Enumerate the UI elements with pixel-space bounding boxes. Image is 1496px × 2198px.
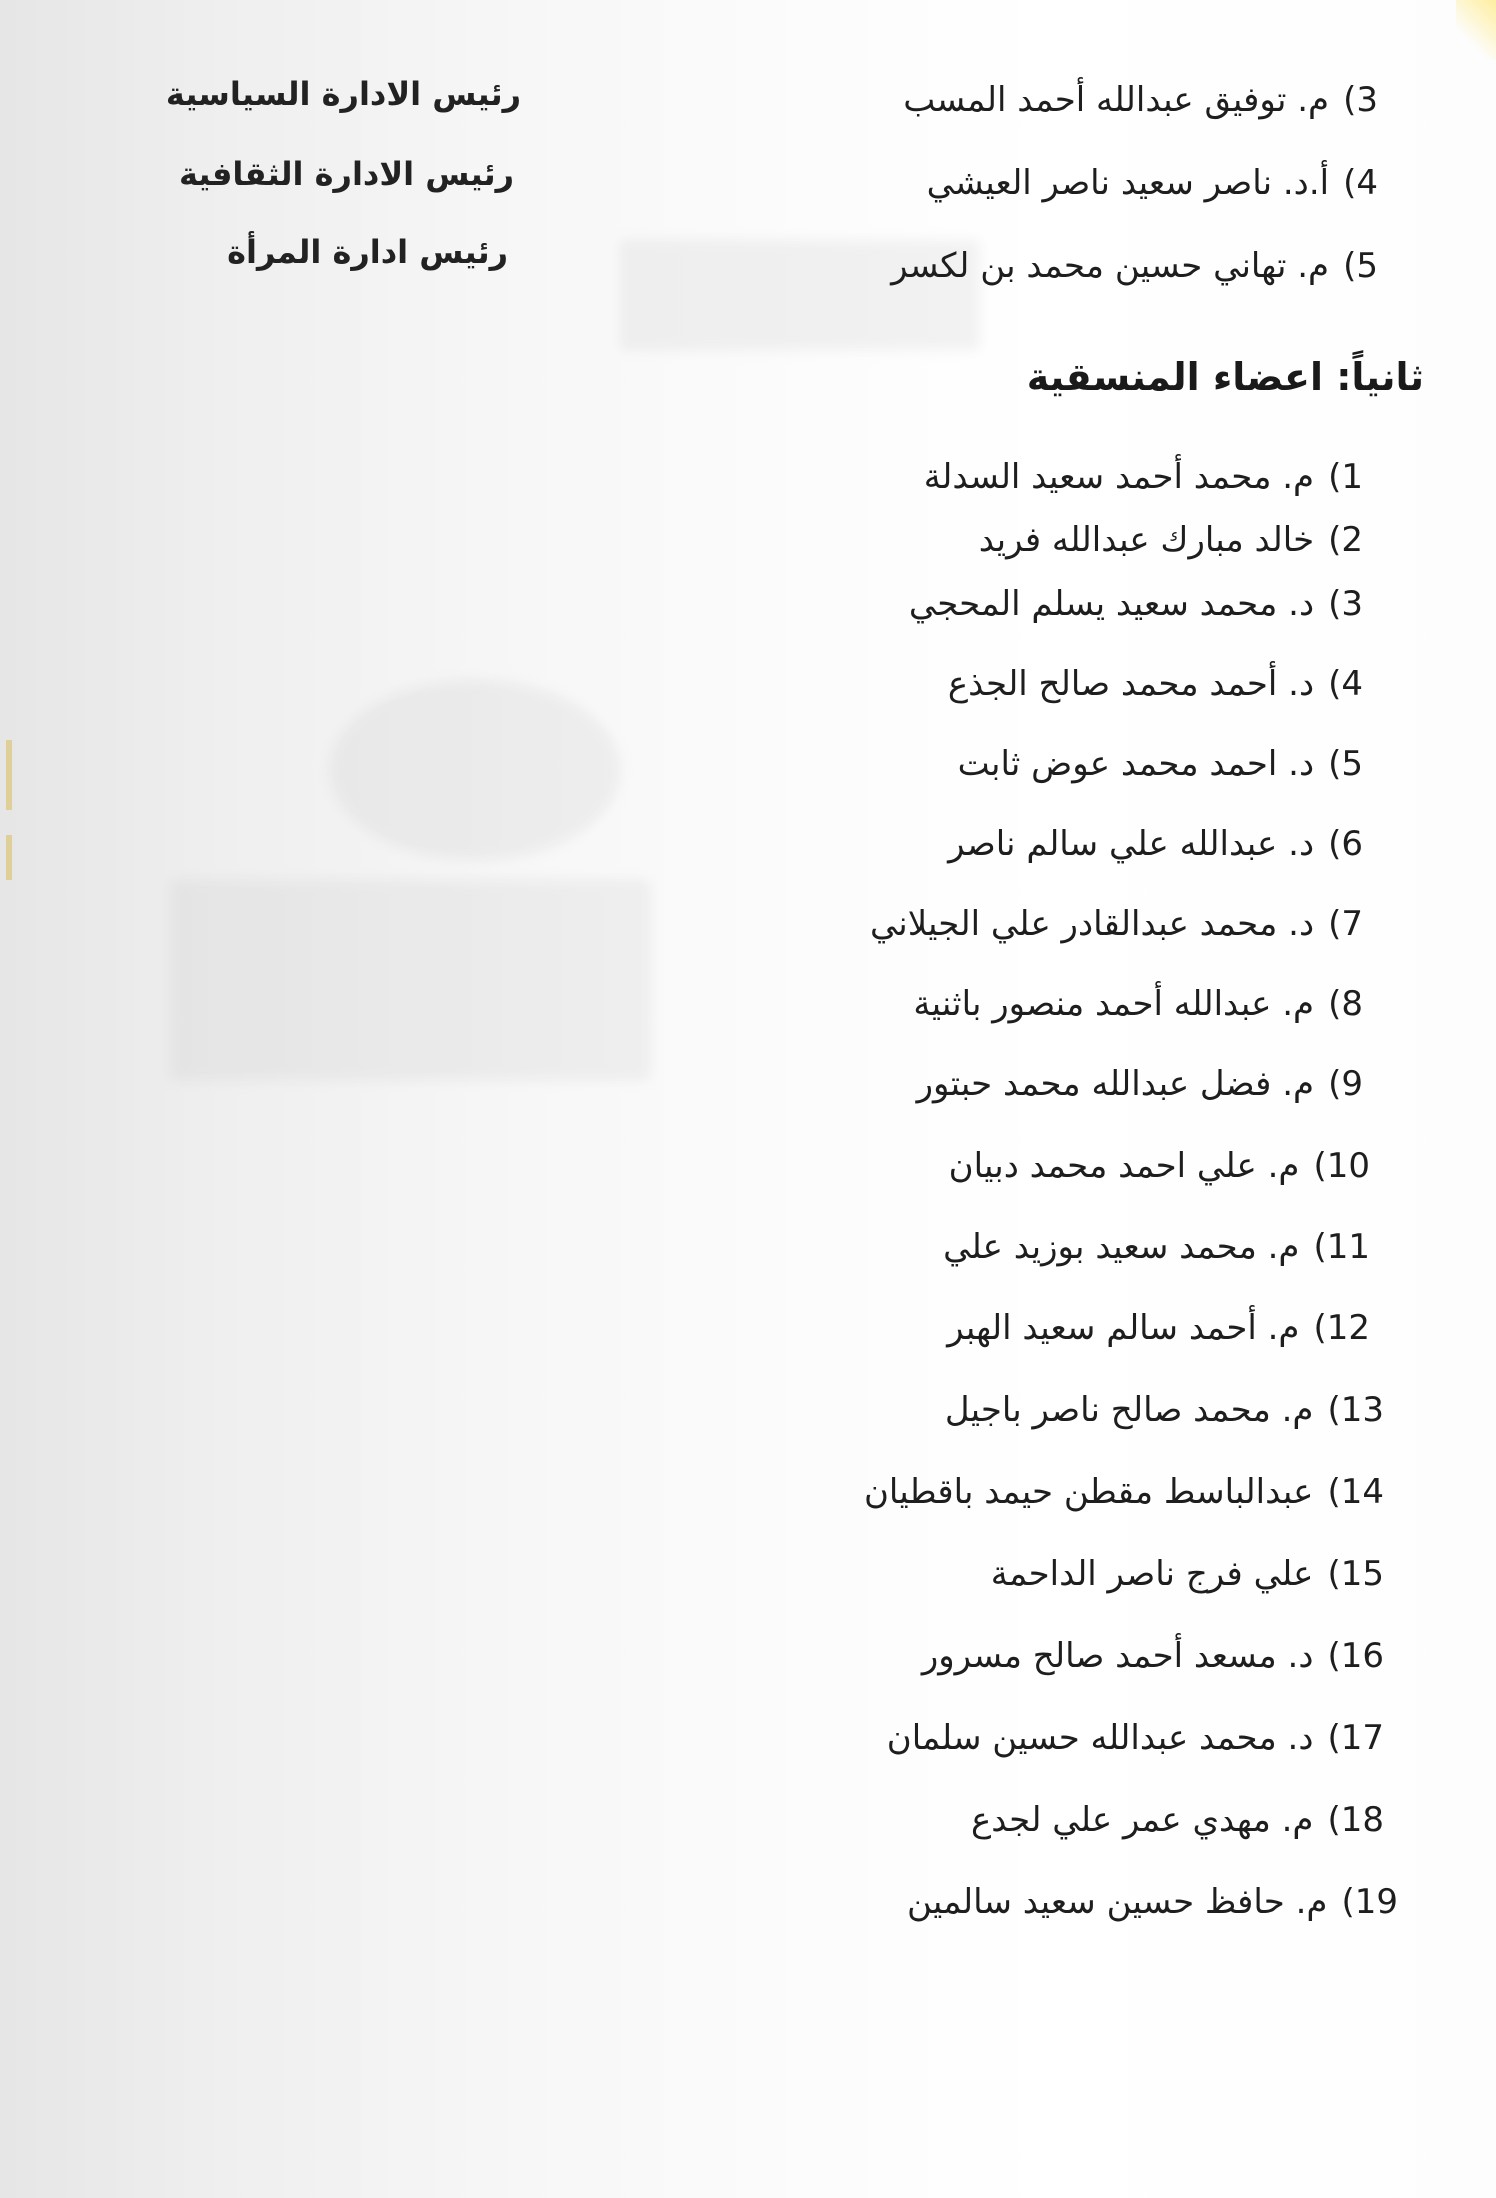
officer-role: رئيس الادارة الثقافية xyxy=(178,155,514,193)
member-item: 7)د. محمد عبدالقادر علي الجيلاني xyxy=(869,904,1363,944)
member-item: 1)م. محمد أحمد سعيد السدلة xyxy=(923,457,1363,497)
member-item: 5)د. احمد محمد عوض ثابت xyxy=(957,744,1363,784)
member-item: 17)د. محمد عبدالله حسين سلمان xyxy=(886,1718,1384,1758)
officer-name: 3)م. توفيق عبدالله أحمد المسب xyxy=(903,80,1378,120)
member-item: 10)م. علي احمد محمد دبيان xyxy=(948,1146,1370,1186)
member-item: 3)د. محمد سعيد يسلم المحجي xyxy=(908,584,1363,624)
section-title: ثانياً: اعضاء المنسقية xyxy=(1026,355,1424,399)
member-item: 18)م. مهدي عمر علي لجدع xyxy=(971,1800,1384,1840)
member-item: 9)م. فضل عبدالله محمد حبتور xyxy=(916,1064,1363,1104)
member-item: 2)خالد مبارك عبدالله فريد xyxy=(978,520,1363,560)
officer-name: 4)أ.د. ناصر سعيد ناصر العيشي xyxy=(926,163,1378,203)
margin-mark xyxy=(6,835,12,880)
member-item: 4)د. أحمد محمد صالح الجذع xyxy=(947,664,1363,704)
bleed-through-smudge xyxy=(330,680,620,860)
officer-role: رئيس الادارة السياسية xyxy=(165,75,521,113)
officer-name: 5)م. تهاني حسين محمد بن لكسر xyxy=(891,246,1378,286)
member-item: 16)د. مسعد أحمد صالح مسرور xyxy=(921,1636,1384,1676)
member-item: 8)م. عبدالله أحمد منصور باثنية xyxy=(913,984,1363,1024)
page-edge-tint xyxy=(1456,0,1496,60)
member-item: 11)م. محمد سعيد بوزيد علي xyxy=(943,1227,1370,1267)
margin-mark xyxy=(6,740,12,810)
member-item: 13)م. محمد صالح ناصر باجيل xyxy=(944,1390,1384,1430)
officer-role: رئيس ادارة المرأة xyxy=(227,233,508,271)
member-item: 12)م. أحمد سالم سعيد الهبر xyxy=(947,1308,1370,1348)
member-item: 14)عبدالباسط مقطن حيمد باقطيان xyxy=(863,1472,1384,1512)
member-item: 19)م. حافظ حسين سعيد سالمين xyxy=(906,1882,1398,1922)
member-item: 15)علي فرج ناصر الداحمة xyxy=(990,1554,1384,1594)
member-item: 6)د. عبدالله علي سالم ناصر xyxy=(948,824,1363,864)
bleed-through-smudge xyxy=(170,880,650,1080)
